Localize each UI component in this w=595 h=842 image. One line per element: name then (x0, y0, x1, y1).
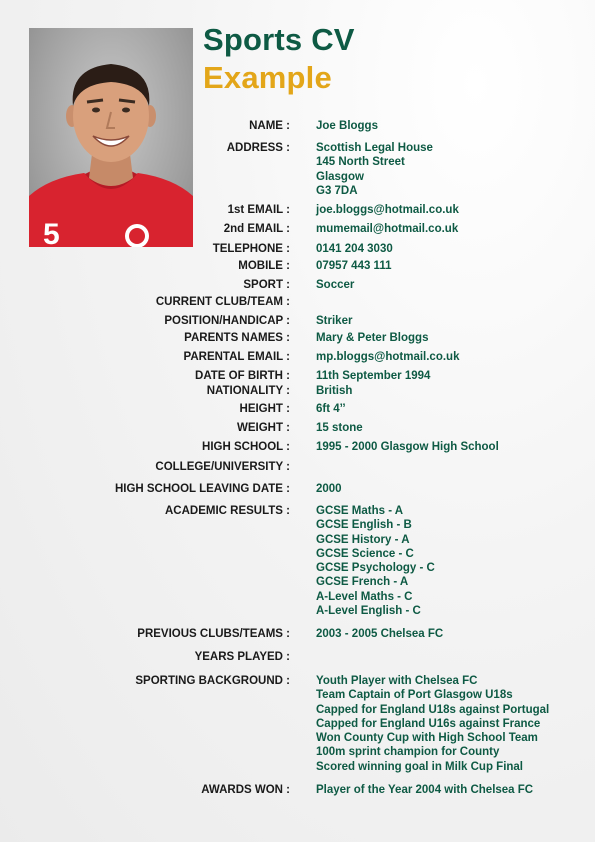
field-value-line: Won County Cup with High School Team (316, 732, 538, 745)
field-label: CURRENT CLUB/TEAM : (155, 296, 290, 308)
field-label: HIGH SCHOOL : (202, 441, 290, 453)
field-value-line: A-Level Maths - C (316, 590, 413, 603)
field-value (316, 482, 342, 496)
field-value-line: 15 stone (316, 422, 363, 434)
field-value-line: 0141 204 3030 (316, 243, 393, 255)
field-value (316, 331, 428, 345)
field-label: HIGH SCHOOL LEAVING DATE : (114, 483, 290, 495)
field-value-line: GCSE French - A (316, 576, 409, 589)
field-value-line: Scottish Legal House (316, 142, 433, 154)
field-value-line: Player of the Year 2004 with Chelsea FC (316, 784, 534, 796)
field-value-line: mp.bloggs@hotmail.co.uk (316, 351, 460, 363)
field-value-line: 100m sprint champion for County (316, 746, 500, 759)
field-value-line: G3 7DA (316, 184, 358, 197)
field-value (316, 350, 459, 364)
field-label: TELEPHONE : (212, 243, 290, 255)
field-label: PARENTAL EMAIL : (183, 351, 290, 363)
field-value (316, 421, 363, 435)
title-line-2: Example (203, 60, 332, 95)
field-label: WEIGHT : (236, 422, 290, 434)
field-label: ADDRESS : (226, 142, 290, 154)
field-value-line: Capped for England U18s against Portugal (316, 703, 550, 716)
field-value-line: GCSE Science - C (316, 547, 414, 560)
field-value-line: GCSE English - B (316, 519, 412, 532)
field-value-line: Glasgow (316, 170, 364, 183)
field-value-line: Scored winning goal in Milk Cup Final (316, 760, 524, 773)
field-label: HEIGHT : (239, 403, 290, 415)
field-value (316, 627, 443, 641)
field-value (316, 259, 391, 273)
field-value (316, 278, 354, 292)
field-value (316, 384, 352, 398)
field-value-line: A-Level English - C (316, 605, 421, 618)
field-label: NAME : (249, 120, 290, 132)
field-value-line: GCSE History - A (316, 533, 410, 546)
field-value (316, 119, 378, 133)
field-label: POSITION/HANDICAP : (164, 315, 290, 327)
field-label: SPORT : (243, 279, 290, 291)
field-value-line: Team Captain of Port Glasgow U18s (316, 689, 513, 702)
field-value (316, 242, 393, 256)
field-label: COLLEGE/UNIVERSITY : (155, 461, 290, 473)
title-line-1: Sports CV (203, 22, 355, 57)
field-label: PREVIOUS CLUBS/TEAMS : (137, 628, 290, 640)
field-label: 1st EMAIL : (227, 204, 290, 216)
field-value-line: Joe Bloggs (316, 120, 378, 132)
field-value (316, 440, 499, 454)
field-value-line: Capped for England U16s against France (316, 717, 541, 730)
field-value-line: GCSE Maths - A (316, 505, 404, 517)
field-label: ACADEMIC RESULTS : (164, 505, 290, 517)
field-label: SPORTING BACKGROUND : (135, 675, 290, 687)
field-label: PARENTS NAMES : (184, 332, 290, 344)
field-value (316, 369, 430, 383)
field-value-line: 07957 443 111 (316, 260, 392, 272)
field-label: YEARS PLAYED : (194, 651, 290, 663)
field-value-line: mumemail@hotmail.co.uk (316, 223, 459, 235)
field-value-line: 1995 - 2000 Glasgow High School (316, 441, 499, 453)
field-value (316, 314, 352, 328)
field-value-line: Striker (316, 315, 353, 327)
field-value-line: British (316, 385, 353, 397)
field-label: AWARDS WON : (201, 784, 290, 796)
field-value-line: Soccer (316, 279, 355, 291)
field-value (316, 674, 549, 774)
person-photo-icon (29, 28, 193, 247)
field-label: 2nd EMAIL : (223, 223, 290, 235)
field-value-line: joe.bloggs@hotmail.co.uk (316, 204, 459, 216)
field-value (316, 783, 533, 797)
field-value-line: Youth Player with Chelsea FC (316, 675, 478, 687)
field-value-line: Mary & Peter Bloggs (316, 332, 429, 344)
field-value-line: 2003 - 2005 Chelsea FC (316, 628, 444, 640)
field-value-line: GCSE Psychology - C (316, 562, 435, 575)
field-value (316, 141, 433, 198)
field-value-line: 11th September 1994 (316, 370, 431, 382)
field-value (316, 203, 459, 217)
field-label: NATIONALITY : (206, 385, 290, 397)
field-value-line: 2000 (316, 483, 342, 495)
field-label: MOBILE : (238, 260, 290, 272)
field-value-line: 145 North Street (316, 156, 405, 169)
svg-text:5: 5 (43, 218, 60, 247)
field-value (316, 222, 458, 236)
field-label: DATE OF BIRTH : (195, 370, 290, 382)
field-value (316, 402, 346, 416)
field-value (316, 504, 435, 618)
field-value-line: 6ft 4’’ (316, 403, 346, 415)
profile-photo (29, 28, 193, 247)
